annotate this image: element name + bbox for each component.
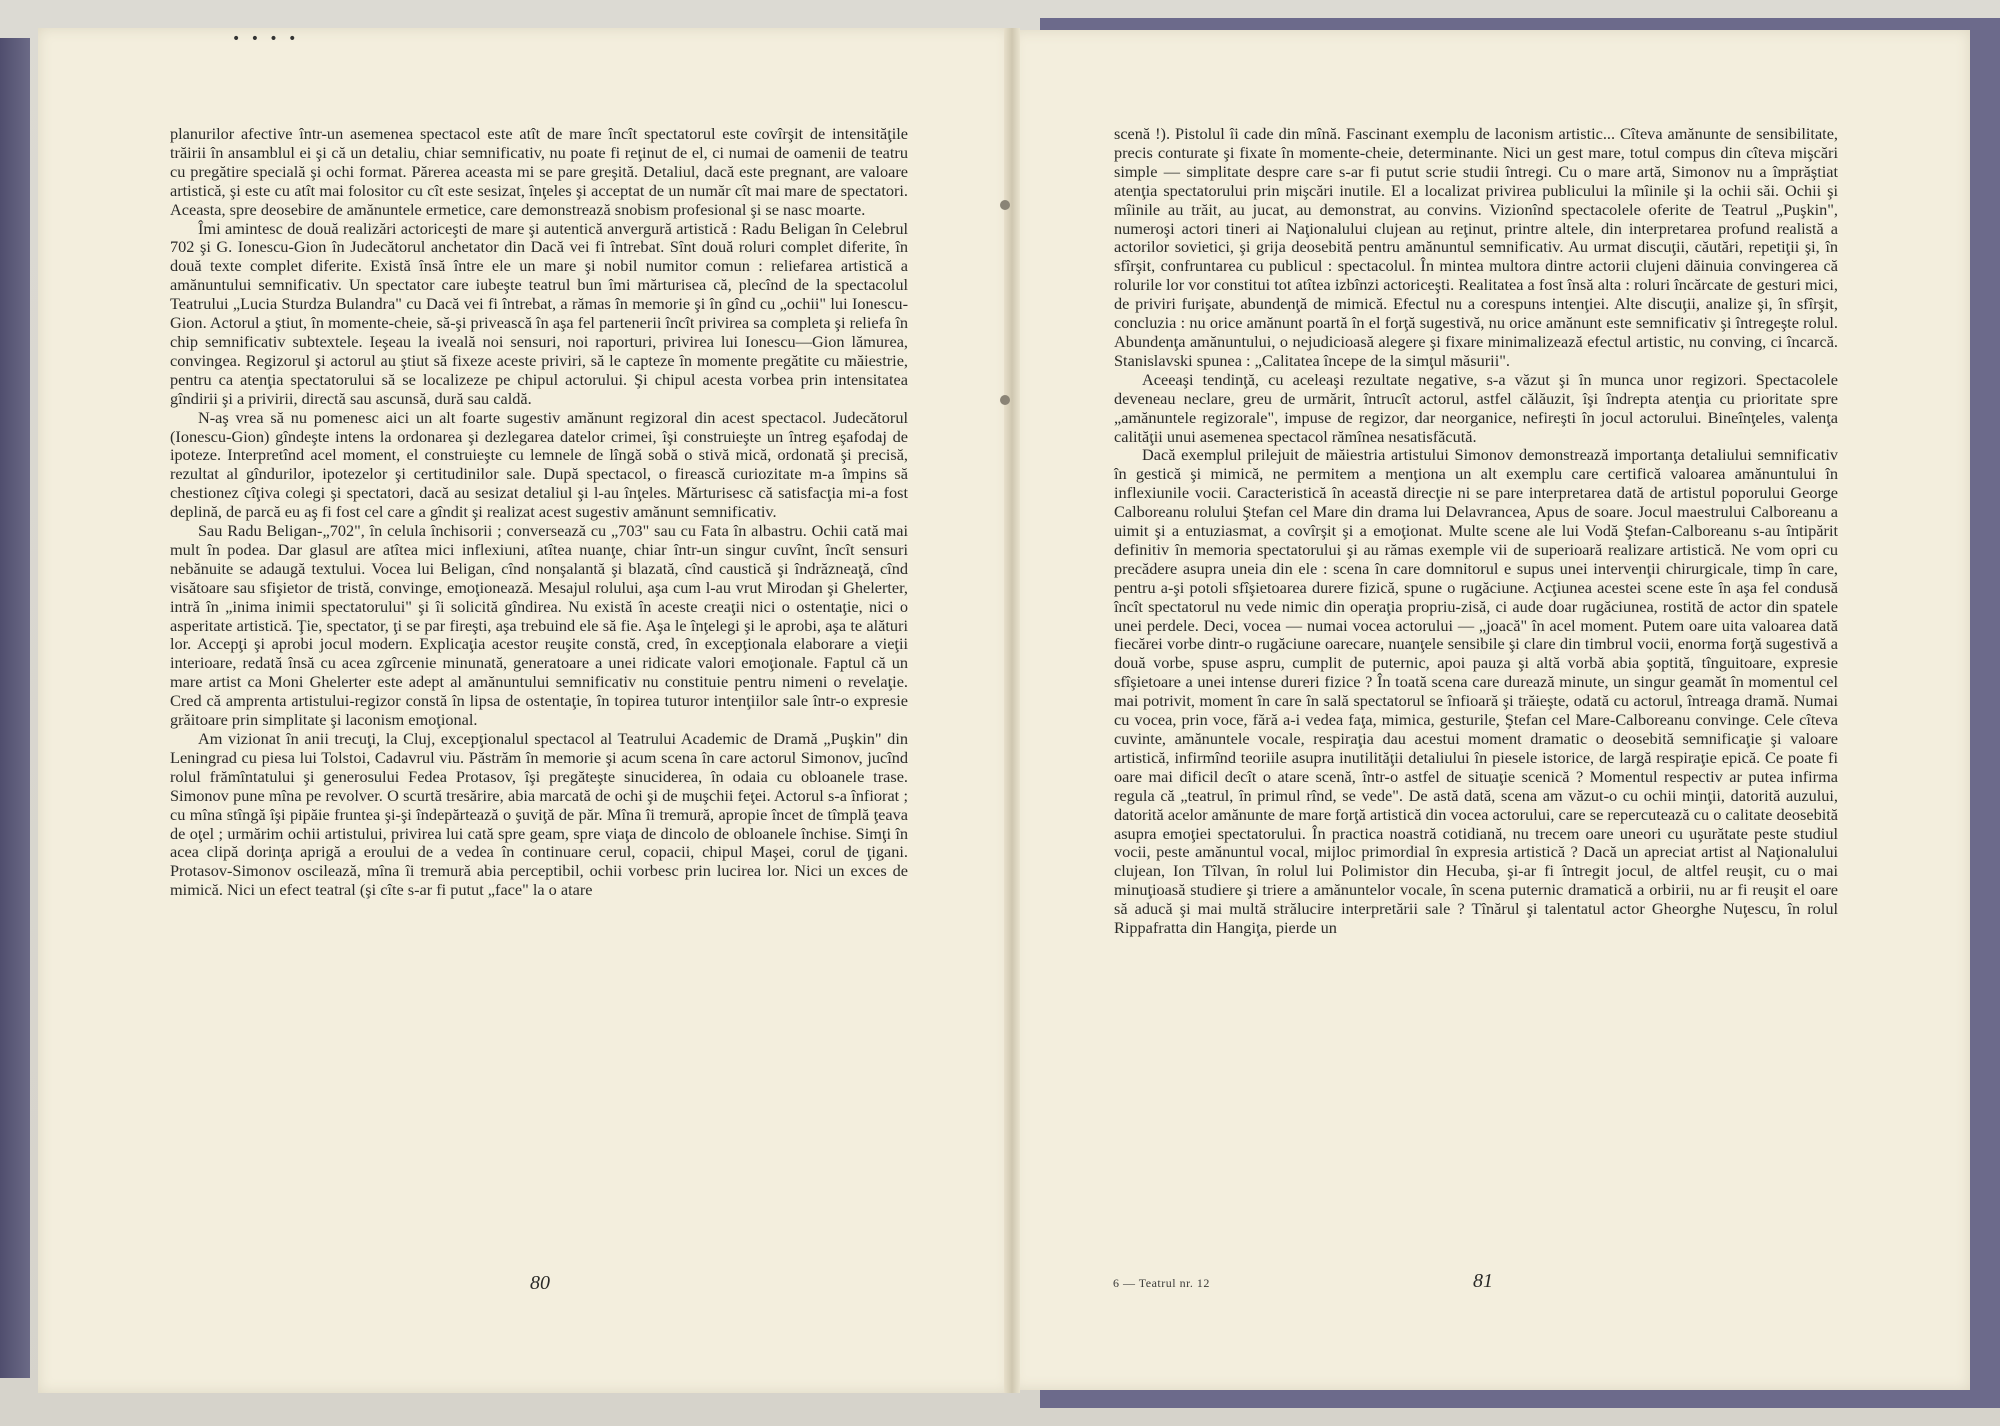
book-gutter (1004, 28, 1020, 1393)
page-number-left: 80 (530, 1272, 550, 1294)
paragraph: Am vizionat în anii trecuţi, la Cluj, excepţionalul spectacol al Teatrului Academic de Dramă „Puşkin" din Leningrad cu piesa lui Tolstoi, Cadavrul viu. Păstrăm în memorie şi acum scena în care actorul Simonov, jucînd rolul frămîntatului şi generosului Fedea Protasov, îşi pregăteşte sinuciderea, în odaia cu obloanele trase. Simonov pune mîna pe revolver. O scurtă tresărire, abia marcată de ochi şi de muşchii feţei. Actorul s-a înfiorat ; cu mîna stîngă îşi pipăie fruntea şi-şi îndepărtează o şuviţă de păr. Mîna îi tremură, apropie încet de tîmplă ţeava de oţel ; urmărim ochii artistului, privirea lui cată spre geam, spre viaţa de dincolo de obloanele închise. Simţi în acea clipă dorinţa aprigă a eroului de a vedea în continuare cerul, copacii, chipul Maşei, corul de ţigani. Protasov-Simonov oscilează, mîna îi tremură abia perceptibil, ochii vorbesc prin lucirea lor. Nici un exces de mimică. Nici un efect teatral (şi cîte s-ar fi putut „face" la o atare (170, 729, 908, 900)
paragraph: Îmi amintesc de două realizări actoriceşti de mare şi autentică anvergură artistică : Radu Beligan în Celebrul 702 şi G. Ionescu-Gion în Judecătorul anchetator din Dacă vei fi întrebat. Sînt două roluri complet diferite, în două texte complet diferite. Există însă între ele un mare şi nobil numitor comun : reliefarea artistică a amănuntului semnificativ. Un spectator care iubeşte teatrul bun îmi mărturisea că, plecînd de la spectacolul Teatrului „Lucia Sturdza Bulandra" cu Dacă vei fi întrebat, a rămas în memorie şi în gînd cu „ochii" lui Ionescu-Gion. Actorul a ştiut, în momente-cheie, să-şi privească în aşa fel partenerii încît privirea sa completa şi reliefa în chip semnificativ subtextele. Ieşeau la iveală noi sensuri, noi raporturi, privirea lui Ionescu—Gion lămurea, convingea. Regizorul şi actorul au ştiut să fixeze aceste priviri, să le capteze în momente pregătite cu măiestrie, pentru ca atenţia spectatorului să se localizeze pe chipul actorului. Şi chipul acesta vorbea prin intensitatea gîndirii şi a privirii, directă sau ascunsă, dură sau caldă. (170, 218, 908, 408)
paragraph: N-aş vrea să nu pomenesc aici un alt foarte sugestiv amănunt regizoral din acest spectacol. Judecătorul (Ionescu-Gion) gîndeşte intens la ordonarea şi dezlegarea datelor crimei, îşi construieşte un întreg eşafodaj de ipoteze. Interpretînd acel moment, el construieşte cu lemnele de lîngă sobă o stivă mică, ordonată şi precisă, rezultat al gîndurilor, ipotezelor şi certitudinilor sale. După spectacol, o firească curiozitate m-a împins să chestionez cîţiva colegi şi spectatori, dacă au sesizat detaliul şi l-au înţeles. Mărturisesc că satisfacţia mi-a fost deplină, de parcă eu aş fi fost cel care a gîndit şi realizat acest sugestiv amănunt semnificativ. (170, 407, 908, 522)
signature-footer: 6 — Teatrul nr. 12 (1113, 1276, 1210, 1290)
book-cover-left (0, 38, 30, 1378)
top-edge-marks: • • • • (232, 31, 300, 47)
binding-hole (998, 393, 1012, 407)
page-number-right: 81 (1473, 1270, 1493, 1292)
paragraph: Aceeaşi tendinţă, cu aceleaşi rezultate negative, s-a văzut şi în munca unor regizori. Spectacolele deveneau neclare, greu de urmărit, întrucît actorul, astfel călăuzit, îşi îndrepta atenţia cu prioritate spre „amănuntele regizorale", impuse de regizor, dar neorganice, nefireşti în jocul actorului. Bineînţeles, valenţa calităţii unui asemenea spectacol rămînea nesatisfăcută. (1114, 369, 1838, 446)
paragraph: Sau Radu Beligan-„702", în celula închisorii ; conversează cu „703" sau cu Fata în albastru. Ochii cată mai mult în podea. Dar glasul are atîtea mici inflexiuni, atîtea nuanţe, chiar într-un singur cuvînt, încît sensuri nebănuite se adaugă textului. Vocea lui Beligan, cînd nonşalantă şi blazată, cînd caustică şi îndrăzneaţă, cînd visătoare sau sfişietor de tristă, convinge, emoţionează. Mesajul rolului, aşa cum l-au vrut Mirodan şi Ghelerter, intră în „inima inimii spectatorului" şi îi solicită gîndirea. Nu există în aceste creaţii nici o ostentaţie, nici o asperitate artistică. Ţie, spectator, ţi se par fireşti, aşa trebuind ele să fie. Aşa le înţelegi şi le aprobi, aşa te alături lor. Accepţi şi aprobi jocul modern. Explicaţia acestor reuşite constă, cred, în excepţionala elaborare a vieţii interioare, redată însă cu acea zgîrcenie minunată, generatoare a unei ridicate valori emoţionale. Faptul că un mare artist ca Moni Ghelerter este adept al amănuntului semnificativ nu constituie pentru nimeni o revelaţie. Cred că amprenta artistului-regizor constă în lipsa de ostentaţie, în topirea tuturor intenţiilor sale într-o expresie grăitoare prin simplitate şi laconism emoţional. (170, 521, 908, 730)
right-page-text (1114, 125, 1838, 938)
binding-hole (998, 198, 1012, 212)
paragraph: Dacă exemplul prilejuit de măiestria artistului Simonov demonstrează importanţa detaliului semnificativ în gestică şi mimică, ne permitem a menţiona un alt exemplu care certifică valoarea amănuntului în inflexiunile vocii. Caracteristică în această direcţie ni se pare interpretarea dată de artistul poporului George Calboreanu rolului Ştefan cel Mare din drama lui Delavrancea, Apus de soare. Jocul maestrului Calboreanu a uimit şi a entuziasmat, a covîrşit şi a emoţionat. Multe scene ale lui Vodă Ştefan-Calboreanu s-au întipărit definitiv în memoria spectatorului şi au rămas exemple vii de superioară realizare artistică. Ne vom opri cu precădere asupra uneia din ele : scena în care domnitorul e supus unei intervenţii chirurgicale, timp în care, pentru a-şi potoli sfîşietoarea durere fizică, spune o rugăciune. Acţiunea acestei scene este în aşa fel condusă încît spectatorul nu vede nimic din operaţia propriu-zisă, ci aude doar rugăciunea, rostită de actor din spatele unei perdele. Deci, vocea — numai vocea actorului — „joacă" în acel moment. Putem oare uita valoarea dată fiecărei vorbe dintr-o rugăciune oarecare, nuanţele sensibile şi clare din timbrul vocii, enorma forţă sugestivă a două vorbe, spuse aspru, cumplit de puternic, apoi pauza şi altă vorbă abia şoptită, tînguitoare, expresie sfîşietoare a unei intense dureri fizice ? În toată scena care durează minute, un singur geamăt în momentul cel mai potrivit, moment în care în sală spectatorul se înfioară şi trăieşte, odată cu actorul, întreaga dramă. Numai cu vocea, prin voce, fără a-i vedea faţa, mimica, gesturile, Ştefan cel Mare-Calboreanu convinge. Cele cîteva cuvinte, amănuntele vocale, respiraţia dau acestui moment dramatic o deosebită semnificaţie şi valoare artistică, infirmînd teoriile asupra inutilităţii detaliului în piesele istorice, de largă respiraţie epică. Ce poate fi oare mai dificil decît o atare scenă, într-o astfel de situaţie scenică ? Momentul respectiv ar putea infirma regula că „teatrul, în primul rînd, se vede". De astă dată, scena am văzut-o cu ochii minţii, datorită auzului, datorită acelor amănunte de mare forţă artistică din vocea actorului, care se repercutează cu o calitate deosebită asupra emoţiei spectatorului. În practica noastră cotidiană, nu trecem oare uneori cu uşurătate peste studiul vocii, peste amănuntul vocal, mijloc primordial în expresia artistică ? Dacă un apreciat artist al Naţionalului clujean, Ion Tîlvan, în rolul lui Polimistor din Hecuba, şi-ar fi întregit jocul, de altfel reuşit, cu o mai minuţioasă studiere şi triere a amănuntelor vocale, în scena puternic dramatică a orbirii, nu ar fi reuşit el oare să aducă şi mai multă strălucire interpretării sale ? Tînărul şi talentatul actor Gheorghe Nuţescu, în rolul Rippafratta din Hangiţa, pierde un (1114, 445, 1838, 938)
paragraph: scenă !). Pistolul îi cade din mînă. Fascinant exemplu de laconism artistic... Cîteva amănunte de sensibilitate, precis conturate şi fixate în momente-cheie, determinante. Nici un gest mare, totul compus din cîteva mişcări simple — simplitate despre care s-ar fi putut scrie studii întregi. Cu o mare artă, Simonov nu a împrăştiat atenţia spectatorului prin mişcări inutile. El a localizat privirea publicului la mîinile şi la ochii săi. Ochii şi mîinile au trăit, au jucat, au demonstrat, au convins. Vizionînd spectacolele oferite de Teatrul „Puşkin", numeroşi actori tineri ai Naţionalului clujean au reţinut, printre altele, din interpretarea profund realistă a actorilor sovietici, şi grija deosebită pentru amănuntul semnificativ. Au urmat discuţii, căutări, repetiţii şi, în sfîrşit, confruntarea cu publicul : spectacolul. În mintea multora dintre actorii clujeni dăinuia convingerea că rolurile lor vor constitui tot atîtea izbînzi actoriceşti. Realitatea a fost însă alta : roluri încărcate de gesturi mici, de priviri furişate, abundenţă de mimică. Efectul nu a corespuns intenţiei. Alte discuţii, analize şi, în sfîrşit, concluzia : nu orice amănunt poartă în el forţă sugestivă, nu orice amănunt este semnificativ şi întregeşte rolul. Abundenţa amănuntului, o nejudicioasă alegere şi fixare minimalizează efectul artistic, nu conving, ci încarcă. Stanislavski spunea : „Calitatea începe de la simţul măsurii". (1114, 124, 1838, 370)
paragraph: planurilor afective într-un asemenea spectacol este atît de mare încît spectatorul este covîrşit de intensităţile trăirii în ansamblul ei şi că un detaliu, chiar semnificativ, nu poate fi reţinut de el, ci numai de oamenii de teatru cu pregătire specială şi ochi format. Părerea aceasta mi se pare greşită. Detaliul, dacă este pregnant, are valoare artistică, şi este cu atît mai folositor cu cît este sesizat, înţeles şi acceptat de un număr cît mai mare de spectatori. Aceasta, spre deosebire de amănuntele ermetice, care demonstrează snobism profesional şi se nasc moarte. (170, 124, 908, 219)
left-page-text (170, 125, 908, 900)
